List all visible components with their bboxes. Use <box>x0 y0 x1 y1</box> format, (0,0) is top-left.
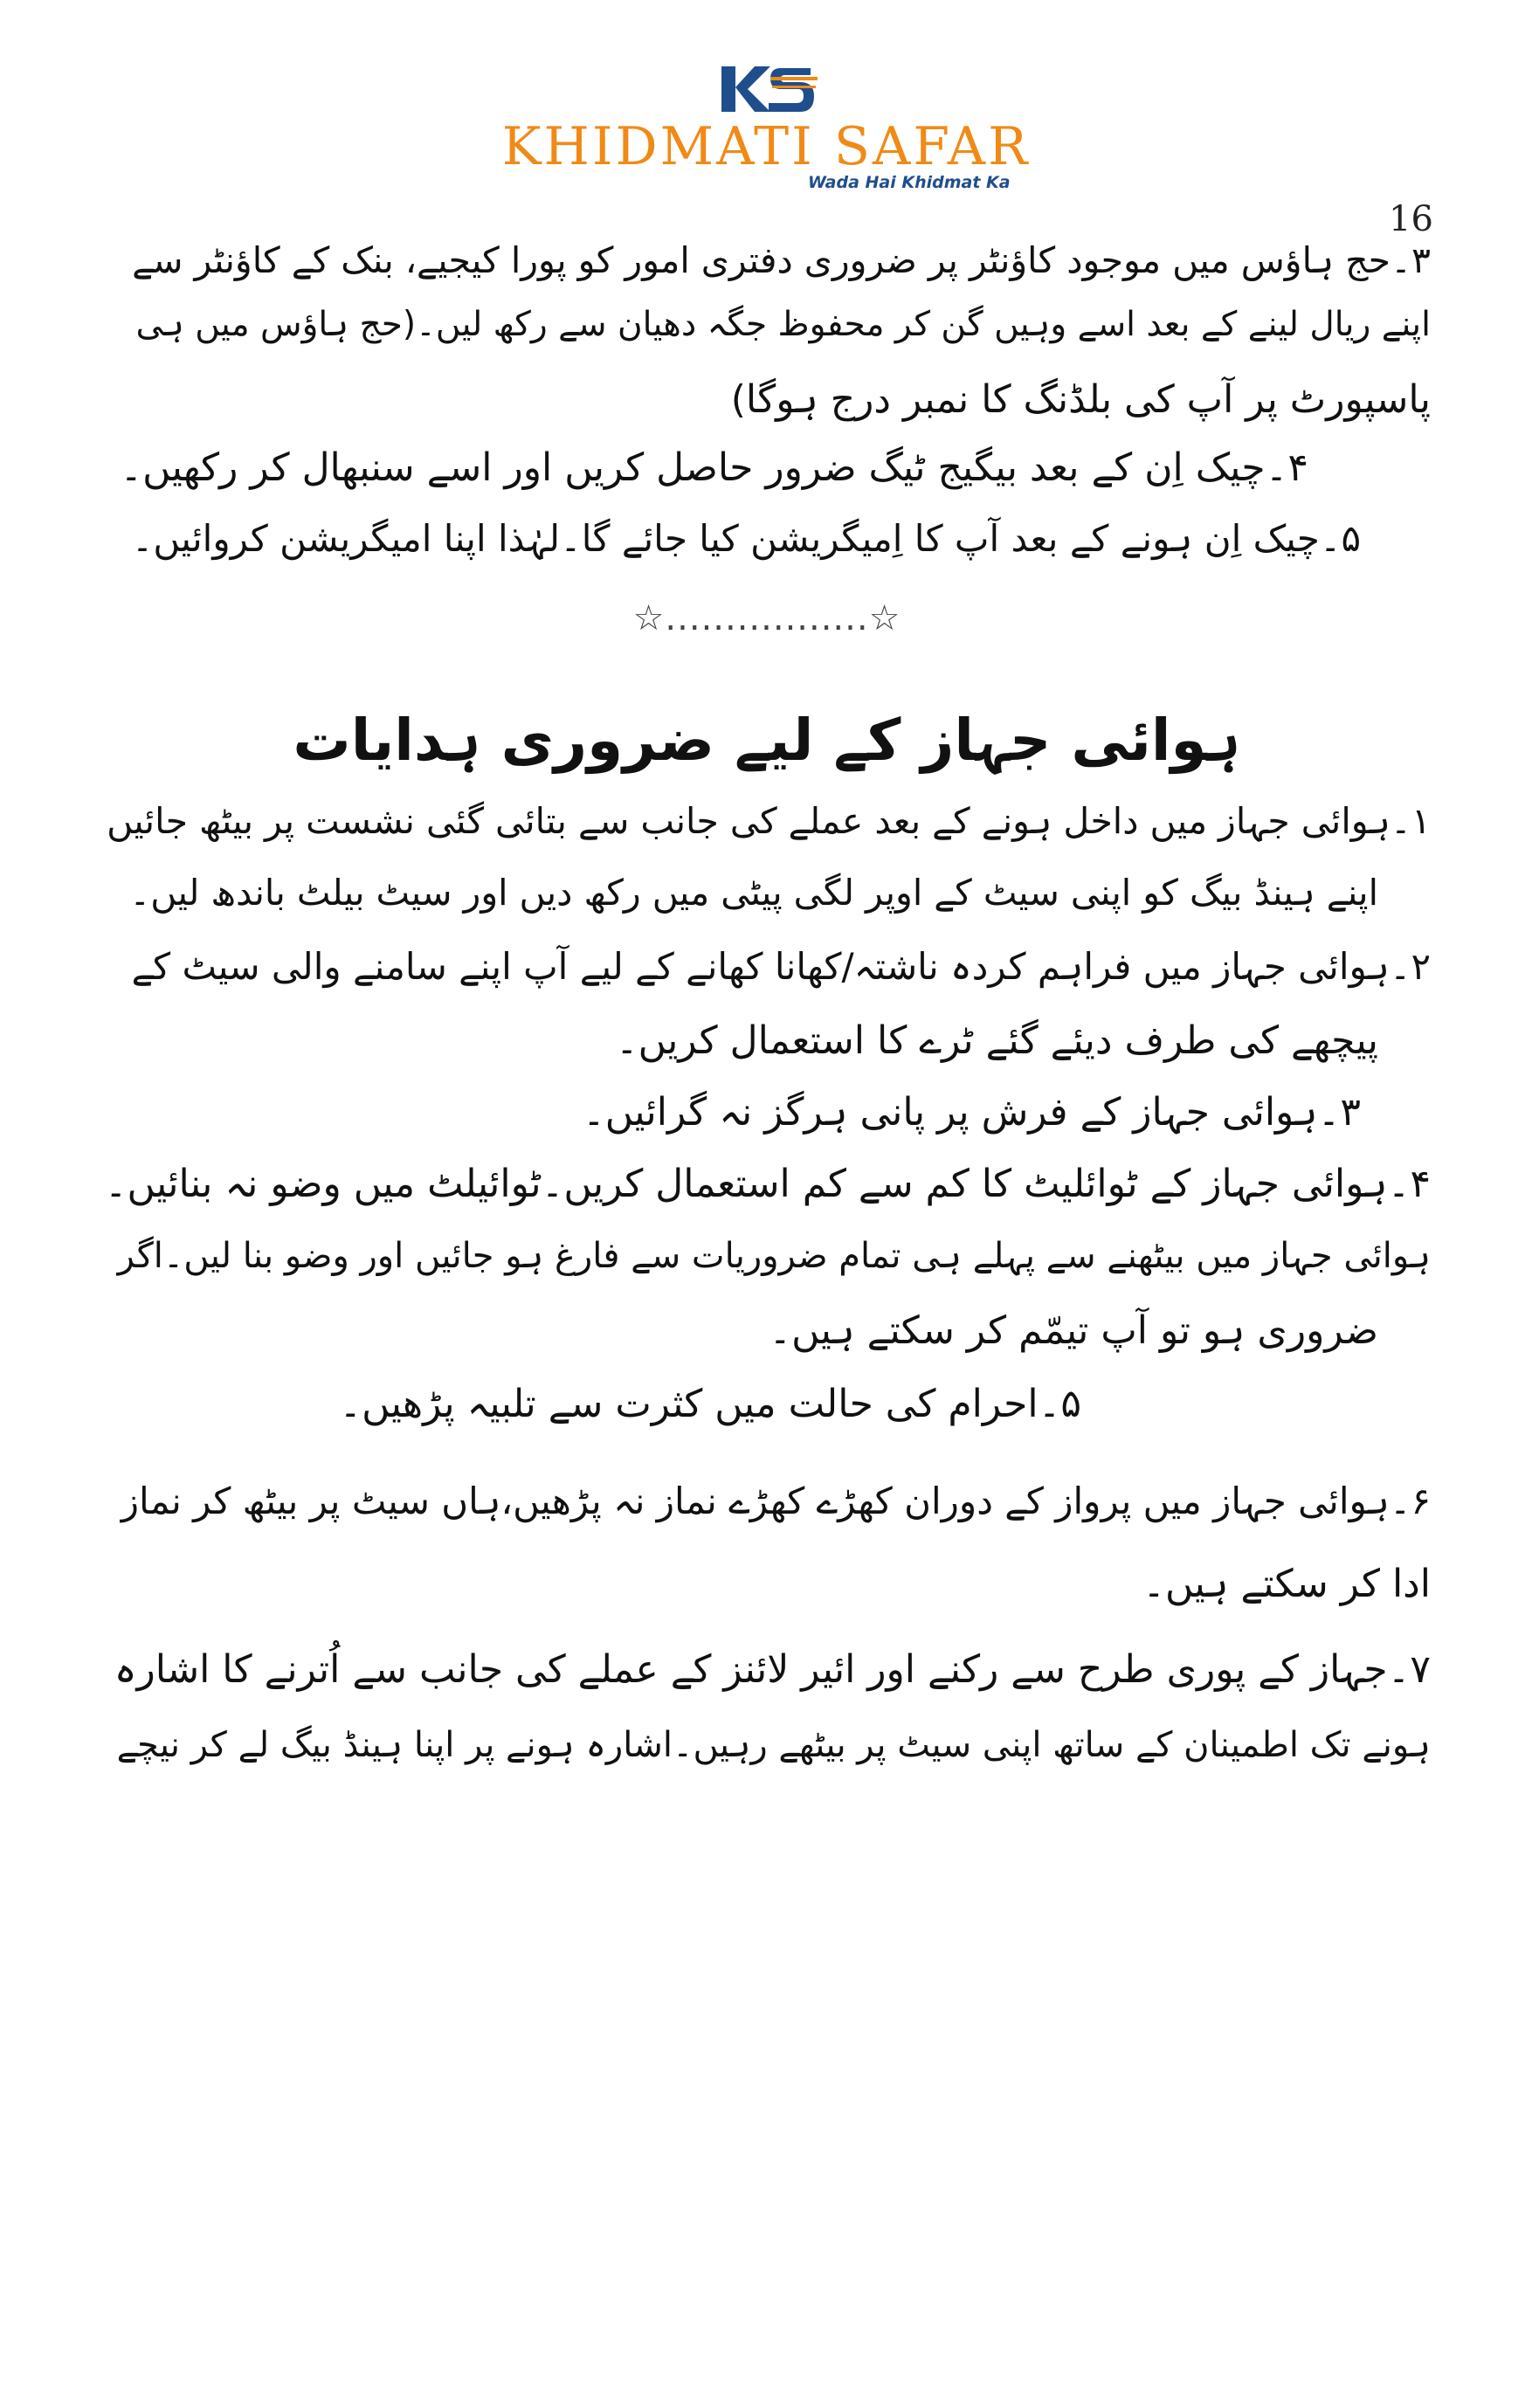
paragraph-line: ۲۔ہوائی جہاز میں فراہم کردہ ناشتہ/کھانا کھانے کے لیے آپ اپنے سامنے والی سیٹ کے <box>131 945 1431 988</box>
paragraph-line: ادا کر سکتے ہیں۔ <box>1142 1562 1431 1606</box>
paragraph-line: ۵۔احرام کی حالت میں کثرت سے تلبیہ پڑھیں۔ <box>339 1382 1081 1426</box>
brand-tagline: Wada Hai Khidmat Ka <box>808 173 1011 192</box>
paragraph-line: اپنے ہینڈ بیگ کو اپنی سیٹ کے اوپر لگی پیٹی میں رکھ دیں اور سیٹ بیلٹ باندھ لیں۔ <box>129 872 1378 914</box>
ornamental-divider: ☆.................☆ <box>632 598 901 638</box>
paragraph-line: ضروری ہو تو آپ تیمّم کر سکتے ہیں۔ <box>769 1308 1378 1353</box>
paragraph-line: ہونے تک اطمینان کے ساتھ اپنی سیٹ پر بیٹھے رہیں۔اشارہ ہونے پر اپنا ہینڈ بیگ لے کر نیچے <box>116 1725 1431 1765</box>
khidmati-safar-logo-mark-icon <box>709 63 823 117</box>
brand-name: KHIDMATI SAFAR <box>501 116 1031 177</box>
paragraph-line: اپنے ریال لینے کے بعد اسے وہیں گن کر محفوظ جگہ دھیان سے رکھ لیں۔(حج ہاؤس میں ہی <box>135 305 1431 344</box>
paragraph-line: ۱۔ہوائی جہاز میں داخل ہونے کے بعد عملے کی جانب سے بتائی گئی نشست پر بیٹھ جائیں <box>107 800 1431 842</box>
paragraph-line: ۳۔ہوائی جہاز کے فرش پر پانی ہرگز نہ گرائیں۔ <box>582 1090 1361 1135</box>
paragraph-line: پیچھے کی طرف دیئے گئے ٹرے کا استعمال کریں۔ <box>615 1018 1378 1063</box>
paragraph-line: ۵۔چیک اِن ہونے کے بعد آپ کا اِمیگریشن کیا جائے گا۔لہٰذا اپنا امیگریشن کروائیں۔ <box>131 517 1361 560</box>
paragraph-line: ۷۔جہاز کے پوری طرح سے رکنے اور ائیر لائنز کے عملے کی جانب سے اُترنے کا اشارہ <box>114 1647 1431 1692</box>
paragraph-line: ۳۔حج ہاؤس میں موجود کاؤنٹر پر ضروری دفتری امور کو پورا کیجیے، بنک کے کاؤنٹر سے <box>132 239 1431 281</box>
paragraph-line: ۴۔ہوائی جہاز کے ٹوائلیٹ کا کم سے کم استعمال کریں۔ٹوائیلٹ میں وضو نہ بنائیں۔ <box>104 1162 1431 1206</box>
paragraph-line: ہوائی جہاز میں بیٹھنے سے پہلے ہی تمام ضروریات سے فارغ ہو جائیں اور وضو بنا لیں۔اگر <box>117 1236 1431 1276</box>
page-number: 16 <box>1389 199 1433 239</box>
paragraph-line: پاسپورٹ پر آپ کی بلڈنگ کا نمبر درج ہوگا) <box>730 377 1431 422</box>
section-heading: ہوائی جہاز کے لیے ضروری ہدایات <box>293 707 1241 774</box>
paragraph-line: ۴۔چیک اِن کے بعد بیگیج ٹیگ ضرور حاصل کریں اور اسے سنبھال کر رکھیں۔ <box>120 445 1308 490</box>
paragraph-line: ۶۔ہوائی جہاز میں پرواز کے دوران کھڑے کھڑے نماز نہ پڑھیں،ہاں سیٹ پر بیٹھ کر نماز <box>121 1480 1431 1522</box>
page-content <box>103 239 1431 1801</box>
logo <box>0 63 1532 117</box>
